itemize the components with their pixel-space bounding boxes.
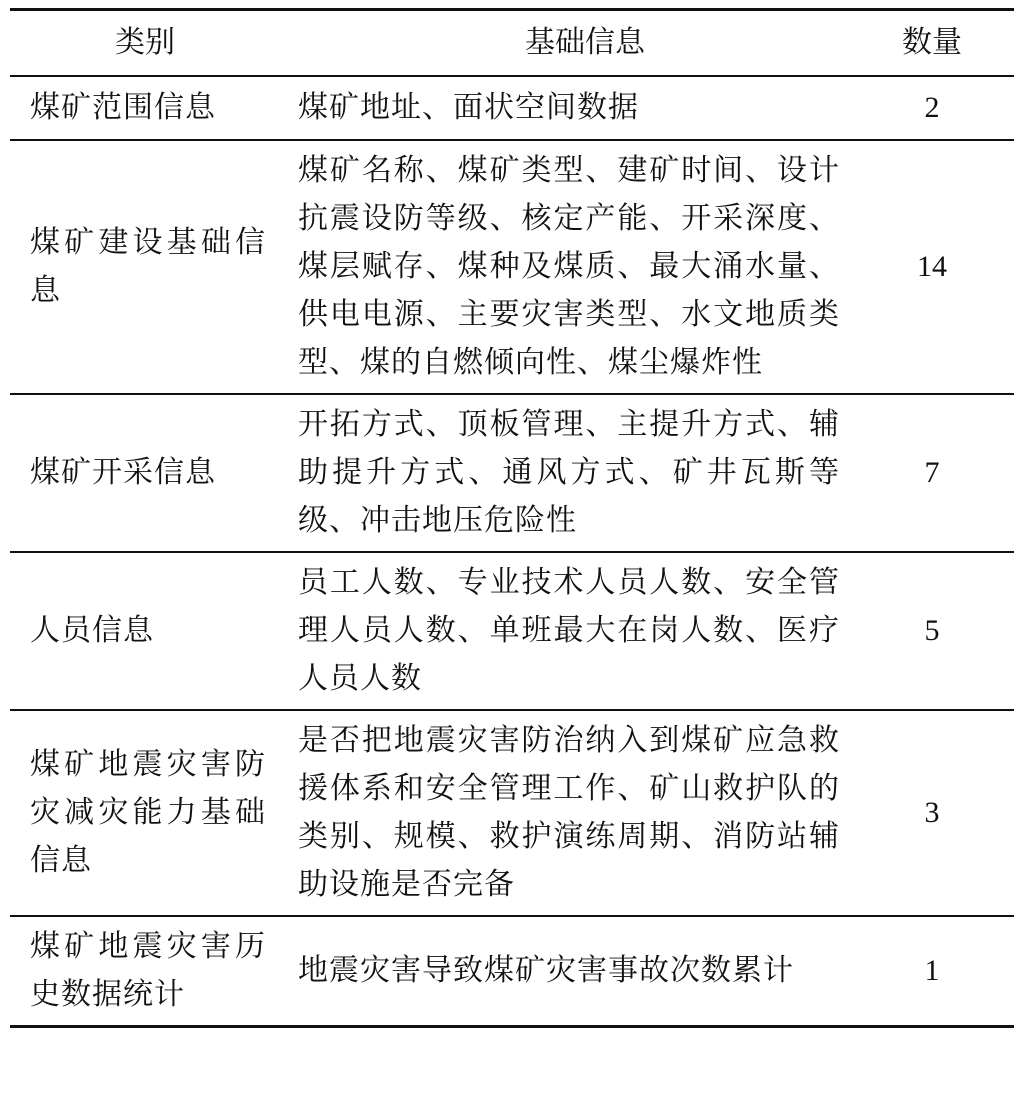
row-info: 员工人数、专业技术人员人数、安全管理人员人数、单班最大在岗人数、医疗人员人数	[298, 565, 840, 696]
info-table-container	[10, 8, 1014, 1028]
row-info: 地震灾害导致煤矿灾害事故次数累计	[298, 953, 794, 988]
row-count: 2	[924, 91, 940, 124]
coal-mine-info-table	[10, 8, 1014, 1028]
row-count: 3	[924, 796, 940, 829]
table-row	[10, 552, 1014, 710]
row-category: 煤矿开采信息	[30, 455, 216, 490]
row-count: 7	[924, 456, 940, 489]
table-row	[10, 916, 1014, 1027]
table-row	[10, 76, 1014, 140]
table-header	[10, 10, 1014, 77]
row-category: 煤矿范围信息	[30, 90, 216, 125]
row-category: 煤矿地震灾害历史数据统计	[30, 929, 266, 1012]
header-basic-info: 基础信息	[525, 25, 645, 60]
header-row	[10, 10, 1014, 77]
table-body	[10, 76, 1014, 1027]
row-count: 14	[917, 250, 947, 283]
row-info: 开拓方式、顶板管理、主提升方式、辅助提升方式、通风方式、矿井瓦斯等级、冲击地压危险性	[298, 407, 840, 538]
header-count: 数量	[902, 25, 962, 60]
row-category: 煤矿建设基础信息	[30, 225, 266, 308]
table-row	[10, 710, 1014, 916]
row-category: 人员信息	[30, 613, 154, 648]
table-row	[10, 140, 1014, 394]
row-info: 煤矿名称、煤矿类型、建矿时间、设计抗震设防等级、核定产能、开采深度、煤层赋存、煤种及煤质、最大涌水量、供电电源、主要灾害类型、水文地质类型、煤的自燃倾向性、煤尘爆炸性	[298, 153, 840, 380]
table-row	[10, 394, 1014, 552]
row-info: 是否把地震灾害防治纳入到煤矿应急救援体系和安全管理工作、矿山救护队的类别、规模、救护演练周期、消防站辅助设施是否完备	[298, 723, 840, 902]
row-count: 5	[924, 614, 940, 647]
row-info: 煤矿地址、面状空间数据	[298, 90, 639, 125]
row-count: 1	[924, 954, 940, 987]
row-category: 煤矿地震灾害防灾减灾能力基础信息	[30, 747, 266, 878]
header-category: 类别	[115, 25, 175, 60]
